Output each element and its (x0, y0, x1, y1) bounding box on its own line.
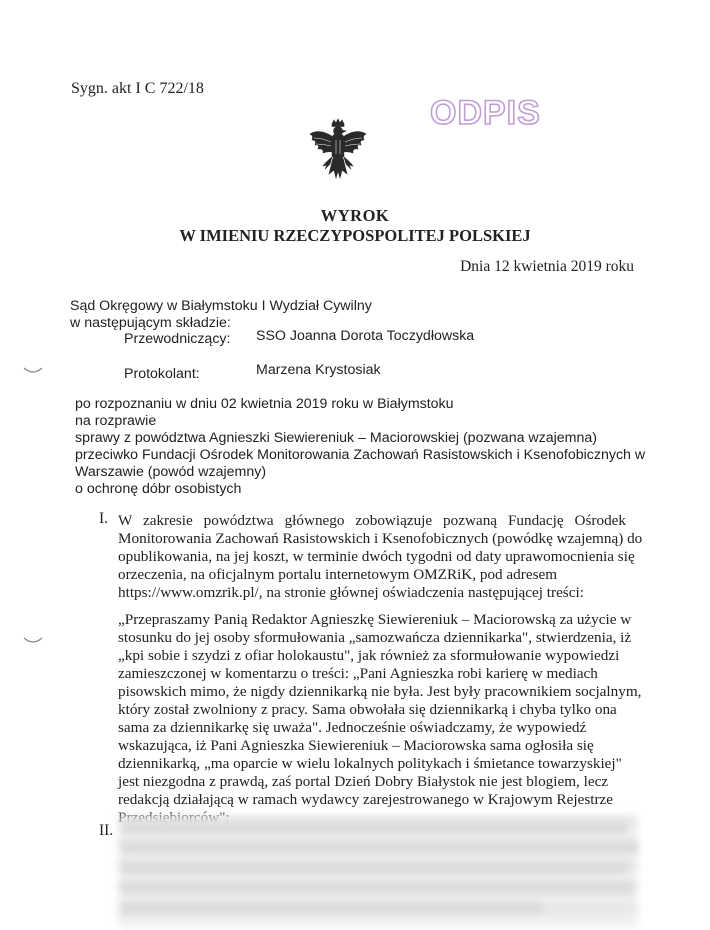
quote-line: dziennikarką, „ma oparcie w wielu lokalnych politykach i śmietance towarzyskiej" (118, 755, 622, 772)
presiding-judge: SSO Joanna Dorota Toczydłowska (256, 328, 475, 344)
quote-line: wskazująca, iż Pani Agnieszka Siewiereniuk – Maciorowska sama ogłosiła się (118, 737, 594, 754)
redacted-row (122, 822, 627, 834)
court-composition-label: w następującym składzie: (70, 315, 231, 331)
quote-line: „kpi sobie i szydzi z ofiar holokaustu", jak również za sformułowanie wypowiedzi (118, 647, 620, 664)
quote-line: redakcją działającą w ramach wydawcy zarejestrowanego w Krajowym Rejestrze (118, 791, 614, 808)
odpis-stamp: ODPIS (430, 94, 541, 132)
case-intro-line: o ochronę dóbr osobistych (75, 481, 242, 497)
quote-line: sama za dziennikarkę się uważa". Jednocześnie oświadczamy, że wypowiedź (118, 719, 587, 736)
case-intro-line: przeciwko Fundacji Ośrodek Monitorowania Zachowań Rasistowskich i Ksenofobicznych w (75, 447, 646, 463)
case-intro-line: po rozpoznaniu w dniu 02 kwietnia 2019 roku w Białymstoku (75, 396, 454, 412)
court-name: Sąd Okręgowy w Białymstoku I Wydział Cywilny (70, 298, 372, 314)
quote-line: stosunku do jej osoby sformułowania „samozwańcza dziennikarka", stwierdzenia, iż (118, 629, 632, 646)
case-intro-line: sprawy z powództwa Agnieszki Siewiereniuk – Maciorowskiej (pozwana wzajemna) (75, 430, 598, 446)
polish-eagle-emblem-icon (306, 118, 370, 190)
point1-line: Monitorowania Zachowań Rasistowskich i Ksenofobicznych (powódkę wzajemną) do (118, 530, 643, 547)
quote-line: zamieszczonej w komentarzu o treści: „Pani Agnieszka robi karierę w mediach (118, 665, 598, 682)
point-number: I. (99, 510, 109, 527)
verdict-title: WYROK (320, 206, 390, 225)
case-intro-line: na rozprawie (75, 413, 157, 429)
redacted-row (122, 862, 627, 874)
point1-line: opublikowania, na jej koszt, w terminie dwóch tygodni od daty uprawomocnienia się (118, 548, 635, 565)
quote-line: który został zwolniony z pracy. Sama obwołała się dziennikarką i chyba tylko ona (118, 701, 617, 718)
presiding-label: Przewodniczący: (124, 331, 231, 347)
point1-line: orzeczenia, na oficjalnym portalu internetowym OMZRiK, pod adresem (118, 566, 558, 583)
clerk-name: Marzena Krystosiak (256, 362, 381, 378)
redacted-row (122, 902, 542, 914)
point1-line: https://www.omzrik.pl/, na stronie głównej oświadczenia następującej treści: (118, 584, 584, 601)
redacted-row (122, 842, 637, 854)
redacted-row (122, 882, 632, 894)
clerk-label: Protokolant: (124, 366, 200, 382)
verdict-subtitle: W IMIENIU RZECZYPOSPOLITEJ POLSKIEJ (179, 226, 531, 245)
quote-line: pisowskich mimo, że nigdy dziennikarką nie była. Jest były pracownikiem socjalnym, (118, 683, 642, 700)
margin-punch-mark-icon (22, 636, 44, 646)
quote-line: „Przepraszamy Panią Redaktor Agnieszkę Siewiereniuk – Maciorowską za użycie w (118, 611, 632, 628)
verdict-date: Dnia 12 kwietnia 2019 roku (460, 258, 634, 275)
case-intro-line: Warszawie (powód wzajemny) (75, 464, 267, 480)
case-number: Sygn. akt I C 722/18 (71, 80, 204, 97)
margin-punch-mark-icon (22, 366, 44, 376)
point-number: II. (99, 822, 114, 839)
quote-line: jest niezgodna z prawdą, zaś portal Dzień Dobry Białystok nie jest blogiem, lecz (118, 773, 609, 790)
point1-line: W zakresie powództwa głównego zobowiązuje pozwaną Fundację Ośrodek (118, 512, 626, 529)
